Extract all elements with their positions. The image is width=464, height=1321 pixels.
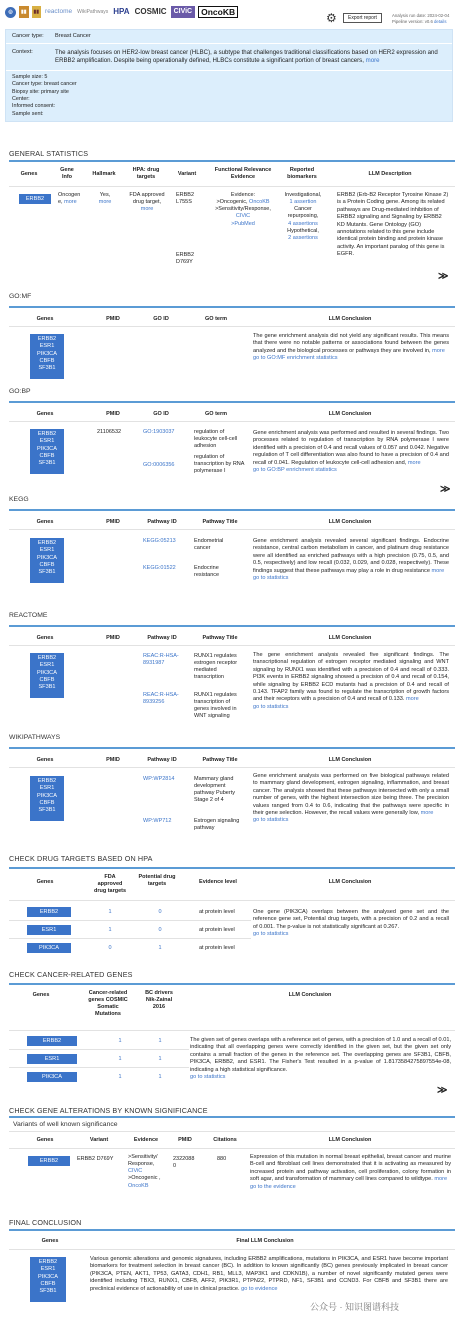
reactome-more-link[interactable]: more	[406, 696, 419, 703]
box-logo[interactable]: ▮▮	[19, 6, 29, 18]
alteration-civic-link[interactable]: CIViC	[128, 1168, 143, 1175]
col-genes: Genes	[20, 171, 38, 177]
alteration-evidence-sensitivity: >Sensitivity/ Response,	[128, 1154, 158, 1168]
cancer-cosmic-pik3ca: 1	[118, 1074, 122, 1080]
section-divider	[9, 1229, 455, 1231]
evidence-oncokb-link[interactable]: OncoKB	[249, 199, 270, 206]
gobp-title: GO:BP	[9, 388, 31, 395]
biomarker-investigational: Investigational,	[284, 192, 322, 198]
header-rule	[9, 1030, 455, 1031]
alteration-more-link[interactable]: more	[434, 1176, 448, 1183]
kegg-term-1: Endometrial cancer	[194, 538, 224, 552]
cancer-type-row	[6, 30, 452, 44]
col-genes: Genes	[36, 879, 54, 885]
run-date: Analysis run date: 2024-02-04	[392, 13, 450, 18]
kegg-id-2-link[interactable]: KEGG:01522	[143, 565, 176, 571]
cancer-bc-esr1: 1	[158, 1056, 162, 1062]
gene-label: ERBB2	[37, 540, 57, 546]
header-rule	[9, 529, 455, 530]
context-label: Context:	[12, 49, 33, 56]
header-rule	[9, 1249, 455, 1250]
hpa-title: CHECK DRUG TARGETS BASED ON HPA	[9, 854, 153, 863]
col-cosmic: Cancer-related genes COSMIC Somatic Mutations	[88, 990, 128, 1017]
hpa-level-erbb2: at protein level	[199, 909, 235, 915]
row-rule	[9, 938, 251, 939]
col-llm-conclusion: LLM Conclusion	[328, 757, 372, 763]
col-bc-drivers: BC drivers Nik-Zainal 2016	[145, 990, 173, 1010]
col-functional-relevance: Functional Relevance Evidence	[214, 167, 272, 180]
gene-label: PIK3CA	[38, 1273, 58, 1280]
evidence-pubmed-link[interactable]: >PubMed	[231, 220, 255, 227]
hpa-fda-erbb2: 1	[108, 909, 112, 915]
sample-info	[6, 71, 452, 121]
header-rule	[9, 767, 455, 768]
sample-size: Sample size: 5	[12, 74, 48, 81]
header-rule	[9, 186, 455, 187]
col-evidence: Evidence	[133, 1137, 159, 1143]
gene-label: ERBB2	[37, 431, 57, 437]
col-fda-targets: FDA approved drug targets	[93, 874, 127, 894]
col-pmid: PMID	[106, 757, 120, 763]
gomf-conclusion: The gene enrichment analysis did not yield any significant results. This means that there were no notable patterns or associations found between the genes analyzed and the biological processes or pathways they are involved in,	[253, 333, 449, 354]
expand-general-button[interactable]: ≫	[438, 271, 449, 282]
gene-label: ERBB2	[38, 1259, 58, 1265]
final-conclusion-text: Various genomic alterations and genomic signatures, including ERBB2 amplifications, mutations in PIK3CA, and ESR1 have become important biomarkers for treatment selection in breast cancer (BC). In addition to known significantly (BC) genes previously implicated in breast cancer (PIK3CA, PTEN, AKT1, TP53, GATA3, CDH1, RB1, MLL3, MAP3K1 and CDKN1B), a number of novel significantly mutated genes were identified including TBX3, RUNX1, CBFB, AFF2, PIK3R1, PTPN22, PTPRD, NF1, SF3B1 and CCND3. For CBFB and SF3B1 there are preclinical evidence of actionability of use in clinical practice.	[90, 1256, 448, 1292]
gene-label: ERBB2	[37, 778, 57, 784]
gobp-id-1-link[interactable]: GO:1903037	[143, 429, 175, 435]
col-hpa: HPA: drug targets	[132, 167, 160, 180]
col-pmid: PMID	[178, 1137, 192, 1143]
hpa-value: FDA approved drug target,	[129, 192, 165, 206]
reactome-id-1-link[interactable]: REAC:R-HSA-8931987	[143, 653, 179, 667]
col-llm-conclusion: LLM Conclusion	[328, 316, 372, 322]
col-llm-conclusion: LLM Conclusion	[288, 992, 332, 998]
hpa-logo[interactable]: HPA	[113, 7, 130, 16]
gobp-term-1: regulation of leukocyte cell-cell adhesion	[194, 429, 238, 450]
sample-sent: Sample sent:	[12, 110, 44, 117]
hpa-potential-pik3ca: 1	[158, 945, 162, 951]
evidence-sensitivity: >Sensitivity/Response,	[215, 206, 271, 213]
gene-button-erbb2[interactable]: ERBB2	[19, 194, 51, 204]
pipeline-version: Pipeline version: v0.6	[392, 18, 433, 24]
row-rule	[9, 920, 251, 921]
gene-set-box[interactable]	[30, 776, 64, 821]
gene-label: ESR1	[39, 662, 55, 669]
col-evidence-level: Evidence level	[199, 879, 237, 885]
gene-label: PIK3CA	[37, 669, 57, 676]
gene-label: PIK3CA	[37, 792, 57, 799]
wp-more-link[interactable]: more	[420, 809, 434, 816]
section-divider	[9, 306, 455, 308]
section-divider	[9, 160, 455, 162]
hpa-level-pik3ca: at protein level	[199, 945, 235, 951]
gear-icon[interactable]: ⚙	[326, 11, 337, 25]
evidence-civic-link[interactable]: CIViC	[235, 213, 251, 220]
cancer-cosmic-esr1: 1	[118, 1056, 122, 1062]
alteration-oncokb-link[interactable]: OncoKB	[128, 1182, 149, 1189]
gene-label: CBFB	[39, 452, 55, 459]
wp-term-1: Mammary gland development pathway Puberty Stage 2 of 4	[194, 776, 235, 804]
section-divider	[9, 1116, 455, 1118]
cancer-gene-erbb2-button[interactable]: ERBB2	[27, 1036, 77, 1046]
gene-label: ESR1	[40, 1266, 56, 1273]
col-pathway-title: Pathway Title	[202, 635, 238, 641]
cancer-type-value: Breast Cancer	[55, 33, 91, 39]
hpa-fda-esr1: 1	[108, 927, 112, 933]
reactome-title: REACTOME	[9, 612, 48, 619]
gomf-more-link[interactable]: more	[432, 347, 445, 354]
cancer-type-label: Cancer type:	[12, 33, 44, 39]
context-row	[6, 44, 452, 71]
gene-set-box[interactable]	[30, 653, 64, 698]
alteration-variant: ERBB2 D769Y	[77, 1156, 114, 1162]
col-gene-info: Gene Info	[60, 167, 74, 180]
col-llm-conclusion: LLM Conclusion	[328, 879, 372, 885]
col-pmid: PMID	[106, 635, 120, 641]
col-genes: Genes	[41, 1238, 59, 1244]
gobp-statistics-link[interactable]: go to GO:BP enrichment statistics	[253, 466, 337, 473]
wp-id-2-link[interactable]: WP:WP712	[143, 818, 172, 824]
details-link[interactable]: details	[434, 18, 447, 24]
context-panel	[5, 29, 453, 122]
gene-label: PIK3CA	[37, 445, 57, 452]
cancer-statistics-link[interactable]: go to statistics	[190, 1073, 226, 1080]
kegg-title: KEGG	[9, 496, 29, 503]
evidence-label: Evidence:	[230, 192, 256, 198]
col-genes: Genes	[32, 992, 50, 998]
hpa-fda-pik3ca: 0	[108, 945, 112, 951]
gene-label: CBFB	[39, 799, 55, 806]
gene-label: ESR1	[39, 343, 55, 350]
biomarker-4-assertions-link[interactable]: 4 assertions	[288, 220, 318, 227]
section-divider	[9, 509, 455, 511]
cancer-bc-erbb2: 1	[158, 1038, 162, 1044]
cancer-bc-pik3ca: 1	[158, 1074, 162, 1080]
col-reported-biomarkers: Reported biomarkers	[287, 167, 317, 180]
row-rule	[9, 1049, 189, 1050]
reactome-term-2: RUNX1 regulates transcription of genes involved in WNT signaling	[194, 692, 237, 720]
col-genes: Genes	[36, 1137, 54, 1143]
variant-d769y: ERBB2 D769Y	[176, 252, 195, 266]
sample-cancer-type: Cancer type: breast cancer	[12, 81, 77, 88]
alteration-citations: 880	[217, 1156, 227, 1162]
col-variant: Variant	[89, 1137, 109, 1143]
wikipathways-title: WIKIPATHWAYS	[9, 734, 61, 741]
reactome-term-1: RUNX1 regulates estrogen receptor mediated transcription	[194, 653, 238, 681]
header-rule	[9, 326, 455, 327]
gene-set-box[interactable]	[30, 1257, 66, 1302]
col-go-id: GO ID	[153, 316, 169, 322]
hpa-gene-esr1-button[interactable]: ESR1	[27, 925, 71, 935]
col-genes: Genes	[36, 519, 54, 525]
col-genes: Genes	[36, 411, 54, 417]
col-hallmark: Hallmark	[92, 171, 116, 177]
reactome-logo[interactable]: reactome	[45, 8, 73, 15]
hpa-gene-pik3ca-button[interactable]: PIK3CA	[27, 943, 71, 953]
gene-label: ERBB2	[37, 655, 57, 661]
header-rule	[9, 900, 455, 901]
hpa-conclusion: One gene (PIK3CA) overlaps between the analysed gene set and the reference gene set, Potential drug targets, with a precision of 0.2 and a recall of 0.001. The p-value is not statistically significant at 0.267.	[253, 909, 449, 930]
gobp-term-2: regulation of transcription by RNA polymerase I	[194, 454, 245, 475]
cancer-gene-pik3ca-button[interactable]: PIK3CA	[27, 1072, 77, 1082]
gene-label: ESR1	[39, 785, 55, 792]
col-go-term: GO term	[204, 411, 227, 417]
hpa-potential-erbb2: 0	[158, 909, 162, 915]
gene-info-more-link[interactable]: more	[64, 199, 77, 206]
llm-description-text: ERBB2 (Erb-B2 Receptor Tyrosine Kinase 2) is a Protein Coding gene. Among its related pathways are Drug-mediated inhibition of ERBB2 signaling and Signaling by ERBB2 KD Mutants. Gene Ontology (GO) annotations related to this gene include identical protein binding and protein kinase activity. An important paralog of this gene is EGFR.	[337, 192, 449, 257]
biomarker-2-assertions-link[interactable]: 2 assertions	[288, 234, 318, 241]
cancer-conclusion: The given set of genes overlaps with a reference set of genes, with a precision of 1.0 and a recall of 0.01, indicating that all overlapping genes were correctly identified in the given set, but the given set only contains a small fraction of the genes in the reference set. The overlapping genes are SF3B1, CBFB, PIK3CA, ERBB2, and ESR1. The Fisher's Test resulted in a p-value of 1.8173584275897554e-08, indicating a high statistical significance.	[190, 1037, 451, 1073]
box2-logo[interactable]: ▮▮	[32, 6, 42, 18]
gene-label: CBFB	[39, 676, 55, 683]
col-genes: Genes	[36, 757, 54, 763]
hpa-level-esr1: at protein level	[199, 927, 235, 933]
col-pmid: PMID	[106, 519, 120, 525]
kegg-conclusion: Gene enrichment analysis revealed several significant findings. Endocrine resistance, central carbon metabolism in cancer, and platinum drug resistance were all identified as enriched pathways with a high precision (0.75, 0.5, and 0.5, respectively) and low recall (0.032, 0.029, and 0.028, respectively). These findings suggest that these pathways may play a role in drug resistance	[253, 538, 449, 574]
reactome-id-2-link[interactable]: REAC:R-HSA-8939256	[143, 692, 179, 706]
cosmic-logo[interactable]: COSMIC	[134, 7, 167, 16]
alteration-evidence-oncogenic: >Oncogenic ,	[128, 1175, 161, 1182]
informed-consent: Informed consent:	[12, 103, 56, 110]
gobp-conclusion: Gene enrichment analysis was performed and resulted in several findings. Two processes related to regulation of transcription by RNA polymerase I were identified with a precision of 0.4 and recall values of 0.057 and 0.042. Negative regulation of T cell differentiation was also found to have a precision of 0.4 and recall of 0.041. Regulation of leukocyte cell-cell adhesion and,	[253, 430, 449, 466]
expand-gobp-button[interactable]: ≫	[440, 484, 451, 495]
col-genes: Genes	[36, 316, 54, 322]
context-text: The analysis focuses on HER2-low breast cancer (HLBC), a subtype that challenges traditional classifications based on HER2 expression and ERBB2 amplification. Despite being operationally defined, HLBCs constitute a significant portion of breast cancers,	[55, 49, 438, 65]
export-report-button[interactable]: Export report	[343, 13, 382, 23]
col-llm-conclusion: LLM Conclusion	[328, 635, 372, 641]
section-divider	[9, 625, 455, 627]
hpa-gene-erbb2-button[interactable]: ERBB2	[27, 907, 71, 917]
general-statistics-title: GENERAL STATISTICS	[9, 149, 89, 158]
oncokb-logo[interactable]: OncoKB	[198, 6, 238, 18]
gene-label: ESR1	[39, 438, 55, 445]
col-pmid: PMID	[106, 411, 120, 417]
wp-statistics-link[interactable]: go to statistics	[253, 817, 289, 824]
col-citations: Citations	[213, 1137, 237, 1143]
col-pathway-title: Pathway Title	[202, 519, 238, 525]
col-potential-targets: Potential drug targets	[138, 874, 176, 887]
gene-label: SF3B1	[38, 460, 56, 467]
gene-label: CBFB	[39, 357, 55, 364]
alterations-title: CHECK GENE ALTERATIONS BY KNOWN SIGNIFICANCE	[9, 1106, 208, 1115]
gobp-pmid: 21106532	[97, 429, 122, 435]
section-divider	[9, 747, 455, 749]
kegg-id-1-link[interactable]: KEGG:05213	[143, 538, 176, 544]
gene-label: PIK3CA	[37, 350, 57, 357]
section-divider	[9, 401, 455, 403]
col-pmid: PMID	[106, 316, 120, 322]
subtitle-rule	[9, 1131, 455, 1132]
kegg-more-link[interactable]: more	[431, 567, 445, 574]
gene-set-box[interactable]	[30, 429, 64, 474]
section-divider	[9, 983, 455, 985]
alteration-pmid: 23220880	[173, 1156, 195, 1170]
col-go-id: GO ID	[153, 411, 169, 417]
gomf-statistics-link[interactable]: go to GO:MF enrichment statistics	[253, 355, 338, 362]
watermark: 公众号 · 知识图谱科技	[310, 1302, 399, 1312]
civic-logo[interactable]: CIViC	[171, 6, 196, 18]
col-pathway-title: Pathway Title	[202, 757, 238, 763]
hallmark-more-link[interactable]: more	[98, 199, 112, 206]
alterations-subtitle: Variants of well known significance	[13, 1121, 118, 1128]
gene-label: SF3B1	[38, 569, 56, 576]
hallmark-value: Yes,	[99, 192, 111, 198]
biomarker-hypothetical: Hypothetical,	[287, 227, 319, 234]
header-rule	[9, 1148, 455, 1149]
final-evidence-link[interactable]: go to evidence	[241, 1285, 278, 1292]
cancer-genes-title: CHECK CANCER-RELATED GENES	[9, 970, 133, 979]
hpa-more-link[interactable]: more	[140, 206, 154, 213]
kegg-statistics-link[interactable]: go to statistics	[253, 574, 289, 581]
gene-label: ESR1	[39, 547, 55, 554]
gene-info-value: Oncogen e,	[58, 192, 81, 206]
gene-label: ERBB2	[37, 336, 57, 342]
top-bar	[0, 0, 464, 28]
col-go-term: GO term	[204, 316, 227, 322]
reactome-statistics-link[interactable]: go to statistics	[253, 703, 289, 710]
col-pathway-id: Pathway ID	[147, 635, 177, 641]
gene-set-box[interactable]	[30, 538, 64, 583]
col-variant: Variant	[177, 171, 197, 177]
col-llm-conclusion: LLM Conclusion	[328, 411, 372, 417]
header-rule	[9, 421, 455, 422]
gene-label: CBFB	[39, 561, 55, 568]
col-pathway-id: Pathway ID	[147, 519, 177, 525]
biopsy-site: Biopsy site: primary site	[12, 88, 69, 95]
gene-set-box[interactable]	[30, 334, 64, 379]
reactome-conclusion: The gene enrichment analysis revealed five significant findings. The transcriptional regulation of estrogen receptor mediated signaling and WNT signaling by RUNX1 was identified with a precision of 0.4 and recall of 0.333. PI3K events in ERBB2 signaling showed a precision of 0.4 and recall of 0.154, while signaling by ERBB2 ECD mutants had a precision of 0.4 and recall of 0.143. TFAP2 family was found to regulate the transcription of growth factors and their receptors with a precision of 0.4 and recall of 0.133.	[253, 652, 449, 703]
wp-term-2: Estrogen signaling pathway	[194, 818, 240, 832]
variant-l755s: ERBB2 L755S	[176, 192, 195, 206]
col-llm-conclusion: LLM Conclusion	[328, 1137, 372, 1143]
biomarker-repurposing: Cancer repurposing,	[287, 206, 319, 220]
logo-strip	[5, 6, 238, 18]
alteration-gene-erbb2-button[interactable]: ERBB2	[28, 1156, 70, 1166]
ensembl-logo[interactable]: ◎	[5, 7, 16, 18]
hpa-statistics-link[interactable]: go to statistics	[253, 931, 289, 938]
gene-label: SF3B1	[38, 807, 56, 814]
gene-label: SF3B1	[38, 684, 56, 691]
gomf-title: GO:MF	[9, 293, 32, 300]
col-genes: Genes	[36, 635, 54, 641]
gene-label: CBFB	[40, 1280, 56, 1287]
wp-conclusion: Gene enrichment analysis was performed on five biological pathways related to mammary gland development, estrogen signaling, inflammation, and breast cancer. The analysis showed that these pathways intersected with only a small number of genes, with the highest intersection size being three. The precision values ranged from 0.4 to 0.6, indicating that the pathways were specific in their gene selection. However, the recall values were generally low,	[253, 773, 449, 816]
hpa-potential-esr1: 0	[158, 927, 162, 933]
alteration-conclusion: Expression of this mutation in normal breast epithelial, breast cancer and murine B-cell and fibroblast cell lines demonstrated that it is activating as measured by increased protein and pathway activation, cell proliferation, colony formation in soft agar, and transformation of mammary cell lines compared to wildtype.	[250, 1154, 451, 1183]
center: Center:	[12, 96, 30, 102]
col-llm-conclusion: LLM Conclusion	[328, 519, 372, 525]
gene-label: SF3B1	[39, 1288, 57, 1295]
col-final-conclusion: Final LLM Conclusion	[236, 1238, 294, 1244]
gene-label: PIK3CA	[37, 554, 57, 561]
expand-cancer-button[interactable]: ≫	[437, 1085, 448, 1096]
gene-label: SF3B1	[38, 365, 56, 372]
final-conclusion-title: FINAL CONCLUSION	[9, 1218, 82, 1227]
header-rule	[9, 645, 455, 646]
biomarker-1-assertion-link[interactable]: 1 assertion	[289, 199, 317, 206]
gobp-id-2-link[interactable]: GO:0006356	[143, 462, 175, 468]
wikipathways-logo[interactable]: WikiPathways	[77, 9, 109, 15]
run-info	[392, 13, 449, 25]
evidence-oncogenic: >Oncogenic,	[216, 199, 248, 206]
cancer-gene-esr1-button[interactable]: ESR1	[27, 1054, 77, 1064]
wp-id-1-link[interactable]: WP:WP2814	[143, 776, 175, 782]
cancer-cosmic-erbb2: 1	[118, 1038, 122, 1044]
gobp-more-link[interactable]: more	[407, 459, 421, 466]
section-divider	[9, 867, 455, 869]
row-rule	[9, 1067, 189, 1068]
kegg-term-2: Endocrine resistance	[194, 565, 220, 579]
alteration-evidence-link[interactable]: go to the evidence	[250, 1183, 296, 1190]
context-more-link[interactable]: more	[365, 57, 380, 65]
col-llm-description: LLM Description	[368, 171, 412, 177]
col-pathway-id: Pathway ID	[147, 757, 177, 763]
